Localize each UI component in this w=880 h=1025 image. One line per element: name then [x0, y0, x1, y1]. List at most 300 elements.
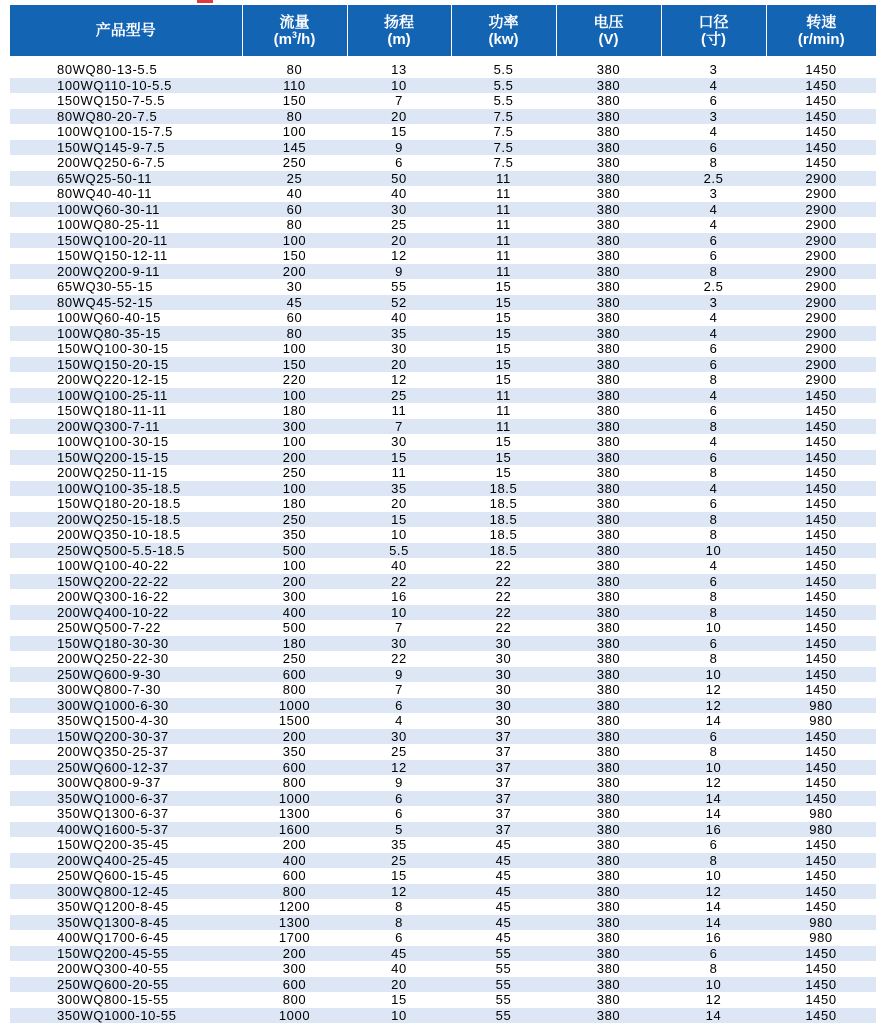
- cell-flow: 350: [242, 527, 347, 543]
- table-row: [10, 667, 876, 683]
- cell-flow: 250: [242, 155, 347, 171]
- cell-speed: 1450: [766, 853, 876, 869]
- cell-flow: 40: [242, 186, 347, 202]
- cell-model: 150WQ150-7-5.5: [10, 93, 242, 109]
- cell-power: 18.5: [451, 496, 556, 512]
- cell-flow: 25: [242, 171, 347, 187]
- cell-voltage: 380: [556, 295, 661, 311]
- cell-power: 15: [451, 450, 556, 466]
- cell-speed: 2900: [766, 264, 876, 280]
- cell-caliber: 10: [661, 620, 766, 636]
- cell-power: 7.5: [451, 140, 556, 156]
- cell-power: 55: [451, 977, 556, 993]
- cell-head: 20: [347, 977, 451, 993]
- cell-caliber: 8: [661, 155, 766, 171]
- cell-caliber: 14: [661, 899, 766, 915]
- cell-model: 100WQ110-10-5.5: [10, 78, 242, 94]
- cell-power: 11: [451, 264, 556, 280]
- cell-speed: 1450: [766, 837, 876, 853]
- cell-voltage: 380: [556, 264, 661, 280]
- cell-model: 200WQ300-40-55: [10, 961, 242, 977]
- table-row: [10, 56, 876, 78]
- cell-speed: 2900: [766, 186, 876, 202]
- table-row: [10, 698, 876, 714]
- cell-caliber: 4: [661, 124, 766, 140]
- table-row: [10, 527, 876, 543]
- pump-spec-table: [10, 5, 876, 1023]
- cell-model: 80WQ45-52-15: [10, 295, 242, 311]
- cell-power: 45: [451, 853, 556, 869]
- cell-head: 9: [347, 264, 451, 280]
- cell-speed: 1450: [766, 388, 876, 404]
- cell-speed: 980: [766, 915, 876, 931]
- cell-head: 45: [347, 946, 451, 962]
- cell-voltage: 380: [556, 109, 661, 125]
- cell-model: 150WQ200-45-55: [10, 946, 242, 962]
- cell-head: 25: [347, 217, 451, 233]
- cell-power: 37: [451, 822, 556, 838]
- cell-power: 30: [451, 698, 556, 714]
- cell-voltage: 380: [556, 791, 661, 807]
- cell-voltage: 380: [556, 636, 661, 652]
- cell-speed: 1450: [766, 403, 876, 419]
- cell-voltage: 380: [556, 915, 661, 931]
- cell-voltage: 380: [556, 574, 661, 590]
- cell-head: 35: [347, 837, 451, 853]
- cell-head: 15: [347, 512, 451, 528]
- table-row: [10, 465, 876, 481]
- cell-head: 20: [347, 357, 451, 373]
- cell-flow: 400: [242, 853, 347, 869]
- cell-caliber: 6: [661, 403, 766, 419]
- cell-model: 100WQ80-25-11: [10, 217, 242, 233]
- cell-caliber: 14: [661, 791, 766, 807]
- cell-voltage: 380: [556, 357, 661, 373]
- cell-caliber: 4: [661, 310, 766, 326]
- cell-caliber: 8: [661, 605, 766, 621]
- cell-caliber: 8: [661, 372, 766, 388]
- cell-model: 400WQ1600-5-37: [10, 822, 242, 838]
- cell-voltage: 380: [556, 93, 661, 109]
- cell-voltage: 380: [556, 171, 661, 187]
- cell-model: 200WQ300-16-22: [10, 589, 242, 605]
- cell-head: 20: [347, 496, 451, 512]
- cell-head: 22: [347, 574, 451, 590]
- cell-power: 7.5: [451, 124, 556, 140]
- cell-caliber: 3: [661, 56, 766, 78]
- cell-voltage: 380: [556, 698, 661, 714]
- cell-speed: 2900: [766, 341, 876, 357]
- cell-caliber: 12: [661, 884, 766, 900]
- cell-flow: 30: [242, 279, 347, 295]
- cell-head: 30: [347, 729, 451, 745]
- cell-head: 15: [347, 450, 451, 466]
- cell-power: 15: [451, 326, 556, 342]
- cell-flow: 200: [242, 946, 347, 962]
- cell-speed: 980: [766, 806, 876, 822]
- cell-model: 200WQ300-7-11: [10, 419, 242, 435]
- cell-model: 350WQ1300-8-45: [10, 915, 242, 931]
- cell-head: 30: [347, 341, 451, 357]
- cell-model: 100WQ80-35-15: [10, 326, 242, 342]
- cell-model: 150WQ180-30-30: [10, 636, 242, 652]
- table-row: [10, 868, 876, 884]
- cell-speed: 1450: [766, 574, 876, 590]
- cell-model: 250WQ500-7-22: [10, 620, 242, 636]
- cell-power: 18.5: [451, 481, 556, 497]
- cell-speed: 1450: [766, 682, 876, 698]
- cell-caliber: 3: [661, 295, 766, 311]
- cell-speed: 2900: [766, 357, 876, 373]
- cell-voltage: 380: [556, 326, 661, 342]
- table-row: [10, 434, 876, 450]
- cell-voltage: 380: [556, 853, 661, 869]
- cell-voltage: 380: [556, 682, 661, 698]
- cell-speed: 1450: [766, 667, 876, 683]
- cell-head: 5.5: [347, 543, 451, 559]
- cell-flow: 180: [242, 636, 347, 652]
- cell-speed: 1450: [766, 124, 876, 140]
- table-row: [10, 651, 876, 667]
- cell-model: 100WQ60-30-11: [10, 202, 242, 218]
- cell-head: 25: [347, 853, 451, 869]
- cell-speed: 1450: [766, 419, 876, 435]
- col-header-head: 扬程 (m): [347, 5, 451, 56]
- cell-power: 45: [451, 884, 556, 900]
- cell-model: 65WQ25-50-11: [10, 171, 242, 187]
- cell-model: 400WQ1700-6-45: [10, 930, 242, 946]
- cell-flow: 100: [242, 233, 347, 249]
- cell-flow: 200: [242, 574, 347, 590]
- col-header-caliber: 口径 (寸): [661, 5, 766, 56]
- table-row: [10, 822, 876, 838]
- cell-head: 11: [347, 465, 451, 481]
- cell-head: 50: [347, 171, 451, 187]
- cell-caliber: 14: [661, 713, 766, 729]
- cell-model: 150WQ180-20-18.5: [10, 496, 242, 512]
- cell-head: 10: [347, 1008, 451, 1024]
- cell-caliber: 3: [661, 109, 766, 125]
- cell-head: 10: [347, 605, 451, 621]
- cell-caliber: 8: [661, 651, 766, 667]
- col-header-voltage: 电压 (V): [556, 5, 661, 56]
- table-row: [10, 853, 876, 869]
- cell-head: 10: [347, 78, 451, 94]
- cell-speed: 1450: [766, 884, 876, 900]
- cell-caliber: 4: [661, 434, 766, 450]
- cell-voltage: 380: [556, 248, 661, 264]
- cell-flow: 1000: [242, 1008, 347, 1024]
- cell-speed: 1450: [766, 56, 876, 78]
- cell-speed: 1450: [766, 946, 876, 962]
- cell-head: 20: [347, 233, 451, 249]
- cell-model: 200WQ350-25-37: [10, 744, 242, 760]
- cell-head: 40: [347, 961, 451, 977]
- cell-model: 100WQ100-30-15: [10, 434, 242, 450]
- cell-power: 37: [451, 791, 556, 807]
- cell-speed: 1450: [766, 760, 876, 776]
- cell-speed: 1450: [766, 775, 876, 791]
- cell-voltage: 380: [556, 279, 661, 295]
- cell-caliber: 8: [661, 744, 766, 760]
- cell-caliber: 6: [661, 574, 766, 590]
- cell-power: 15: [451, 372, 556, 388]
- cell-flow: 1700: [242, 930, 347, 946]
- cell-flow: 1000: [242, 791, 347, 807]
- cell-model: 250WQ500-5.5-18.5: [10, 543, 242, 559]
- cell-model: 250WQ600-20-55: [10, 977, 242, 993]
- top-strip: [0, 0, 880, 4]
- cell-caliber: 14: [661, 1008, 766, 1024]
- cell-voltage: 380: [556, 527, 661, 543]
- cell-caliber: 6: [661, 93, 766, 109]
- cell-voltage: 380: [556, 202, 661, 218]
- cell-voltage: 380: [556, 868, 661, 884]
- cell-flow: 500: [242, 620, 347, 636]
- cell-model: 250WQ600-9-30: [10, 667, 242, 683]
- cell-speed: 1450: [766, 605, 876, 621]
- cell-flow: 100: [242, 481, 347, 497]
- cell-flow: 80: [242, 56, 347, 78]
- cell-speed: 2900: [766, 326, 876, 342]
- cell-speed: 1450: [766, 140, 876, 156]
- table-row: [10, 775, 876, 791]
- table-row: [10, 930, 876, 946]
- cell-model: 150WQ100-30-15: [10, 341, 242, 357]
- cell-power: 45: [451, 915, 556, 931]
- cell-voltage: 380: [556, 744, 661, 760]
- cell-flow: 150: [242, 357, 347, 373]
- cell-caliber: 10: [661, 977, 766, 993]
- cell-flow: 1200: [242, 899, 347, 915]
- cell-speed: 1450: [766, 512, 876, 528]
- cell-head: 7: [347, 93, 451, 109]
- table-row: [10, 248, 876, 264]
- table-row: [10, 124, 876, 140]
- cell-flow: 300: [242, 419, 347, 435]
- cell-model: 80WQ80-13-5.5: [10, 56, 242, 78]
- cell-caliber: 10: [661, 760, 766, 776]
- cell-caliber: 12: [661, 992, 766, 1008]
- cell-power: 55: [451, 992, 556, 1008]
- table-row: [10, 78, 876, 94]
- cell-power: 11: [451, 248, 556, 264]
- cell-head: 11: [347, 403, 451, 419]
- cell-speed: 2900: [766, 248, 876, 264]
- cell-speed: 1450: [766, 450, 876, 466]
- table-row: [10, 589, 876, 605]
- cell-model: 350WQ1300-6-37: [10, 806, 242, 822]
- cell-voltage: 380: [556, 899, 661, 915]
- cell-head: 8: [347, 899, 451, 915]
- cell-power: 7.5: [451, 155, 556, 171]
- cell-model: 100WQ60-40-15: [10, 310, 242, 326]
- cell-model: 200WQ200-9-11: [10, 264, 242, 280]
- cell-speed: 980: [766, 713, 876, 729]
- cell-flow: 800: [242, 884, 347, 900]
- cell-speed: 1450: [766, 744, 876, 760]
- cell-power: 37: [451, 760, 556, 776]
- table-row: [10, 279, 876, 295]
- cell-voltage: 380: [556, 512, 661, 528]
- cell-power: 18.5: [451, 527, 556, 543]
- cell-model: 150WQ200-35-45: [10, 837, 242, 853]
- cell-flow: 1500: [242, 713, 347, 729]
- cell-flow: 600: [242, 977, 347, 993]
- cell-flow: 800: [242, 992, 347, 1008]
- table-row: [10, 186, 876, 202]
- cell-flow: 1300: [242, 915, 347, 931]
- cell-speed: 1450: [766, 434, 876, 450]
- cell-speed: 1450: [766, 496, 876, 512]
- cell-caliber: 12: [661, 775, 766, 791]
- cell-head: 15: [347, 868, 451, 884]
- cell-speed: 1450: [766, 78, 876, 94]
- cell-model: 150WQ200-15-15: [10, 450, 242, 466]
- cell-power: 5.5: [451, 93, 556, 109]
- cell-flow: 180: [242, 496, 347, 512]
- cell-voltage: 380: [556, 372, 661, 388]
- cell-head: 7: [347, 620, 451, 636]
- cell-caliber: 4: [661, 481, 766, 497]
- cell-caliber: 12: [661, 698, 766, 714]
- cell-flow: 80: [242, 217, 347, 233]
- cell-voltage: 380: [556, 155, 661, 171]
- cell-head: 6: [347, 806, 451, 822]
- cell-caliber: 10: [661, 868, 766, 884]
- cell-power: 45: [451, 868, 556, 884]
- cell-head: 52: [347, 295, 451, 311]
- table-row: [10, 961, 876, 977]
- cell-model: 200WQ350-10-18.5: [10, 527, 242, 543]
- cell-power: 5.5: [451, 78, 556, 94]
- cell-speed: 1450: [766, 977, 876, 993]
- cell-flow: 250: [242, 651, 347, 667]
- col-header-power: 功率 (kw): [451, 5, 556, 56]
- cell-model: 350WQ1000-6-37: [10, 791, 242, 807]
- cell-speed: 2900: [766, 217, 876, 233]
- cell-flow: 220: [242, 372, 347, 388]
- cell-head: 40: [347, 186, 451, 202]
- cell-flow: 100: [242, 558, 347, 574]
- cell-power: 18.5: [451, 543, 556, 559]
- cell-head: 40: [347, 310, 451, 326]
- cell-voltage: 380: [556, 806, 661, 822]
- cell-power: 15: [451, 310, 556, 326]
- cell-voltage: 380: [556, 310, 661, 326]
- table-row: [10, 295, 876, 311]
- cell-head: 30: [347, 202, 451, 218]
- cell-model: 200WQ400-25-45: [10, 853, 242, 869]
- cell-voltage: 380: [556, 977, 661, 993]
- cell-model: 200WQ250-15-18.5: [10, 512, 242, 528]
- cell-voltage: 380: [556, 760, 661, 776]
- cell-head: 9: [347, 775, 451, 791]
- cell-model: 300WQ800-7-30: [10, 682, 242, 698]
- cell-flow: 100: [242, 124, 347, 140]
- table-row: [10, 636, 876, 652]
- cell-caliber: 4: [661, 558, 766, 574]
- cell-caliber: 6: [661, 496, 766, 512]
- cell-flow: 300: [242, 589, 347, 605]
- cell-model: 100WQ100-35-18.5: [10, 481, 242, 497]
- cell-power: 37: [451, 744, 556, 760]
- table-row: [10, 806, 876, 822]
- table-row: [10, 171, 876, 187]
- cell-head: 13: [347, 56, 451, 78]
- cell-flow: 1300: [242, 806, 347, 822]
- table-row: [10, 915, 876, 931]
- cell-caliber: 4: [661, 217, 766, 233]
- cell-power: 55: [451, 961, 556, 977]
- cell-power: 30: [451, 636, 556, 652]
- cell-flow: 800: [242, 682, 347, 698]
- cell-power: 11: [451, 217, 556, 233]
- cell-caliber: 6: [661, 450, 766, 466]
- table-row: [10, 713, 876, 729]
- cell-power: 37: [451, 729, 556, 745]
- cell-model: 100WQ100-40-22: [10, 558, 242, 574]
- table-row: [10, 899, 876, 915]
- cell-voltage: 380: [556, 140, 661, 156]
- cell-caliber: 8: [661, 961, 766, 977]
- cell-speed: 980: [766, 930, 876, 946]
- cell-caliber: 8: [661, 419, 766, 435]
- cell-head: 40: [347, 558, 451, 574]
- cell-flow: 200: [242, 729, 347, 745]
- cell-speed: 1450: [766, 729, 876, 745]
- table-row: [10, 946, 876, 962]
- cell-caliber: 8: [661, 527, 766, 543]
- cell-voltage: 380: [556, 403, 661, 419]
- cell-model: 300WQ800-12-45: [10, 884, 242, 900]
- cell-power: 15: [451, 279, 556, 295]
- table-row: [10, 372, 876, 388]
- cell-caliber: 8: [661, 264, 766, 280]
- cell-head: 20: [347, 109, 451, 125]
- cell-caliber: 6: [661, 140, 766, 156]
- cell-voltage: 380: [556, 434, 661, 450]
- cell-flow: 110: [242, 78, 347, 94]
- table-row: [10, 264, 876, 280]
- cell-model: 150WQ150-12-11: [10, 248, 242, 264]
- cell-head: 8: [347, 915, 451, 931]
- cell-caliber: 16: [661, 930, 766, 946]
- table-row: [10, 217, 876, 233]
- cell-speed: 1450: [766, 481, 876, 497]
- cell-flow: 100: [242, 434, 347, 450]
- cell-model: 300WQ1000-6-30: [10, 698, 242, 714]
- cell-head: 30: [347, 434, 451, 450]
- cell-head: 6: [347, 698, 451, 714]
- table-row: [10, 403, 876, 419]
- cell-model: 150WQ145-9-7.5: [10, 140, 242, 156]
- cell-power: 37: [451, 775, 556, 791]
- cell-flow: 1000: [242, 698, 347, 714]
- cell-head: 12: [347, 760, 451, 776]
- cell-head: 15: [347, 124, 451, 140]
- cell-caliber: 6: [661, 837, 766, 853]
- cell-caliber: 8: [661, 589, 766, 605]
- cell-power: 22: [451, 605, 556, 621]
- cell-head: 12: [347, 884, 451, 900]
- col-header-model: 产品型号: [10, 5, 242, 56]
- cell-power: 11: [451, 403, 556, 419]
- cell-power: 22: [451, 558, 556, 574]
- cell-power: 11: [451, 233, 556, 249]
- cell-caliber: 8: [661, 512, 766, 528]
- cell-power: 18.5: [451, 512, 556, 528]
